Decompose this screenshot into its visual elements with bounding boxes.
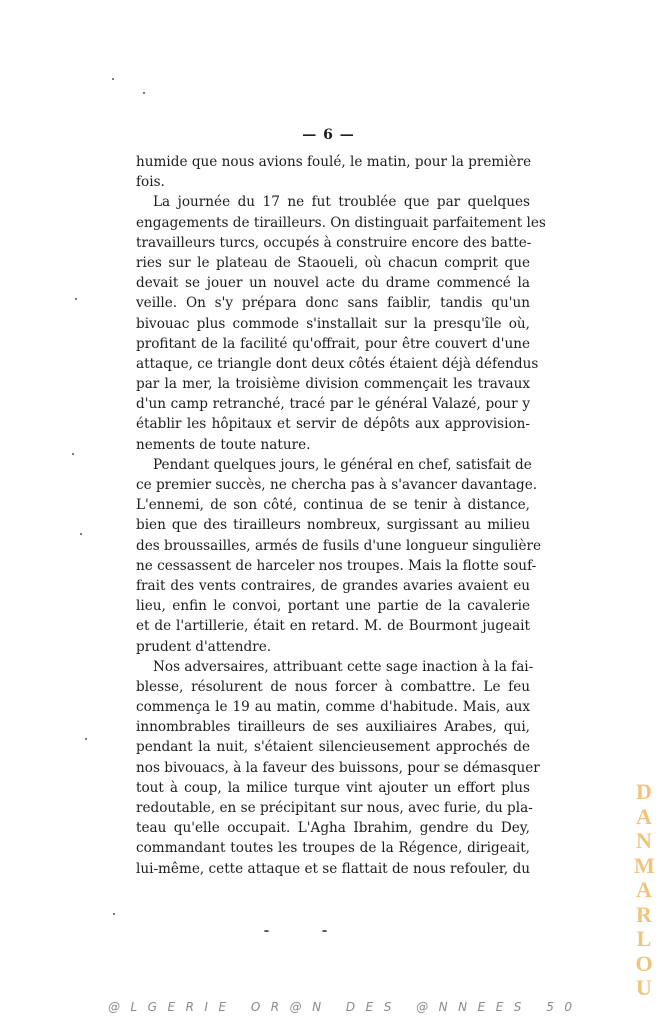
- paragraph: [136, 455, 542, 657]
- text-line: tout à coup, la milice turque vint ajouter un effort plus: [136, 779, 530, 796]
- paragraph: [136, 152, 530, 192]
- text-line: lui-même, cette attaque et se flattait de nous refouler, du: [136, 860, 531, 877]
- text-line: Nos adversaires, attribuant cette sage inaction à la fai-: [153, 658, 534, 675]
- text-line: et de l'artillerie, était en retard. M. de Bourmont jugeait: [136, 618, 530, 635]
- text-line: établir les hôpitaux et servir de dépôts aux approvision-: [136, 416, 530, 433]
- text-line: travailleurs turcs, occupés à construire encore des batte-: [136, 234, 532, 251]
- footer-caption: @LGERIE OR@N DES @NNEES 50: [108, 1000, 583, 1014]
- text-line: commença le 19 au matin, comme d'habitude. Mais, aux: [136, 699, 530, 716]
- text-line: ce premier succès, ne chercha pas à s'avancer davantage.: [136, 477, 538, 493]
- text-line: nos bivouacs, à la faveur des buissons, pour se démasquer: [136, 759, 540, 776]
- text-line: redoutable, en se précipitant sur nous, avec furie, du pla-: [136, 800, 533, 816]
- scan-speck: [322, 930, 327, 932]
- text-line: teau qu'elle occupait. L'Agha Ibrahim, gendre du Dey,: [136, 820, 530, 837]
- text-line: prudent d'attendre.: [136, 638, 272, 655]
- text-line: ries sur le plateau de Staoueli, où chacun comprit que: [136, 254, 530, 271]
- text-line: humide que nous avions foulé, le matin, pour la première: [136, 154, 532, 170]
- text-line: Pendant quelques jours, le général en chef, satisfait de: [153, 456, 532, 473]
- scan-speck: [143, 92, 145, 94]
- text-line: attaque, ce triangle dont deux côtés étaient déjà défendus: [136, 355, 539, 372]
- scan-speck: [75, 298, 77, 300]
- text-line: fois.: [136, 174, 165, 191]
- watermark: DANMARLOU: [634, 779, 655, 1000]
- body-text: [136, 152, 546, 879]
- scan-speck: [72, 453, 74, 455]
- text-line: devait se jouer un nouvel acte du drame commencé la: [136, 275, 530, 292]
- text-line: pendant la nuit, s'étaient silencieusement approchés de: [136, 739, 530, 756]
- text-line: engagements de tirailleurs. On distinguait parfaitement les: [136, 214, 546, 231]
- text-line: blesse, résolurent de nous forcer à combattre. Le feu: [136, 678, 530, 695]
- text-line: bien que des tirailleurs nombreux, surgissant au milieu: [136, 517, 530, 534]
- text-line: La journée du 17 ne fut troublée que par quelques: [153, 194, 530, 211]
- text-line: veille. On s'y prépara donc sans faiblir, tandis qu'un: [136, 295, 530, 312]
- paragraph: [136, 657, 540, 879]
- text-line: innombrables tirailleurs de ses auxiliaires Arabes, qui,: [136, 719, 530, 736]
- text-line: lieu, enfin le convoi, portant une partie de la cavalerie: [136, 598, 530, 615]
- scan-speck: [80, 533, 82, 535]
- scan-speck: [85, 738, 87, 740]
- text-line: L'ennemi, de son côté, continua de se tenir à distance,: [136, 497, 530, 514]
- page-number: — 6 —: [302, 127, 355, 143]
- text-line: bivouac plus commode s'installait sur la presqu'île où,: [136, 315, 530, 332]
- text-line: par la mer, la troisième division commençait les travaux: [136, 376, 530, 393]
- scan-speck: [112, 78, 114, 80]
- scan-speck: [113, 913, 115, 915]
- text-line: ne cessassent de harceler nos troupes. Mais la flotte souf-: [136, 557, 537, 574]
- text-line: d'un camp retranché, tracé par le général Valazé, pour y: [136, 396, 530, 413]
- scan-speck: [264, 930, 269, 932]
- text-line: nements de toute nature.: [136, 436, 311, 453]
- paragraph: [136, 192, 546, 454]
- text-line: profitant de la facilité qu'offrait, pour être couvert d'une: [136, 335, 530, 352]
- text-line: des broussailles, armés de fusils d'une longueur singulière: [136, 537, 542, 554]
- text-line: commandant toutes les troupes de la Régence, dirigeait,: [136, 840, 530, 857]
- text-line: frait des vents contraires, de grandes avaries avaient eu: [136, 577, 530, 594]
